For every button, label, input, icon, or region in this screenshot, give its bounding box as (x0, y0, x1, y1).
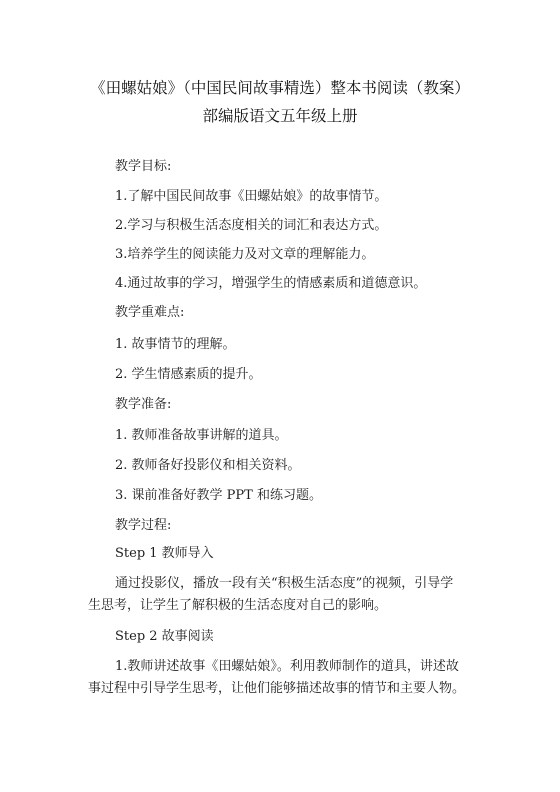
objective-item: 4.通过故事的学习，增强学生的情感素质和道德意识。 (115, 276, 427, 291)
prep-item: 1. 教师准备故事讲解的道具。 (115, 428, 288, 443)
document-subtitle: 部编版语文五年级上册 (202, 107, 358, 125)
document-title: 《田螺姑娘》（中国民间故事精选）整本书阅读（教案） (90, 79, 470, 97)
objective-item: 2.学习与积极生活态度相关的词汇和表达方式。 (115, 218, 388, 233)
prep-heading: 教学准备: (115, 397, 172, 412)
step2-paragraph-line: 事过程中引导学生思考，让他们能够描述故事的情节和主要人物。 (88, 681, 466, 696)
objective-item: 3.培养学生的阅读能力及对文章的理解能力。 (115, 247, 375, 262)
step2-heading: Step 2 故事阅读 (115, 629, 214, 644)
step1-paragraph-line: 通过投影仪，播放一段有关“积极生活态度”的视频，引导学 (115, 576, 454, 591)
step1-paragraph-line: 生思考，让学生了解积极的生活态度对自己的影响。 (88, 598, 388, 613)
step1-heading: Step 1 教师导入 (115, 546, 214, 561)
objectives-heading: 教学目标: (115, 159, 172, 174)
process-heading: 教学过程: (115, 518, 172, 533)
prep-item: 3. 课前准备好教学 PPT 和练习题。 (115, 488, 322, 503)
keypoint-item: 1. 故事情节的理解。 (115, 337, 236, 352)
objective-item: 1.了解中国民间故事《田螺姑娘》的故事情节。 (115, 189, 388, 204)
keypoint-item: 2. 学生情感素质的提升。 (115, 367, 262, 382)
prep-item: 2. 教师备好投影仪和相关资料。 (115, 458, 301, 473)
keypoints-heading: 教学重难点: (115, 305, 185, 320)
step2-paragraph-line: 1.教师讲述故事《田螺姑娘》。利用教师制作的道具，讲述故 (115, 659, 459, 674)
